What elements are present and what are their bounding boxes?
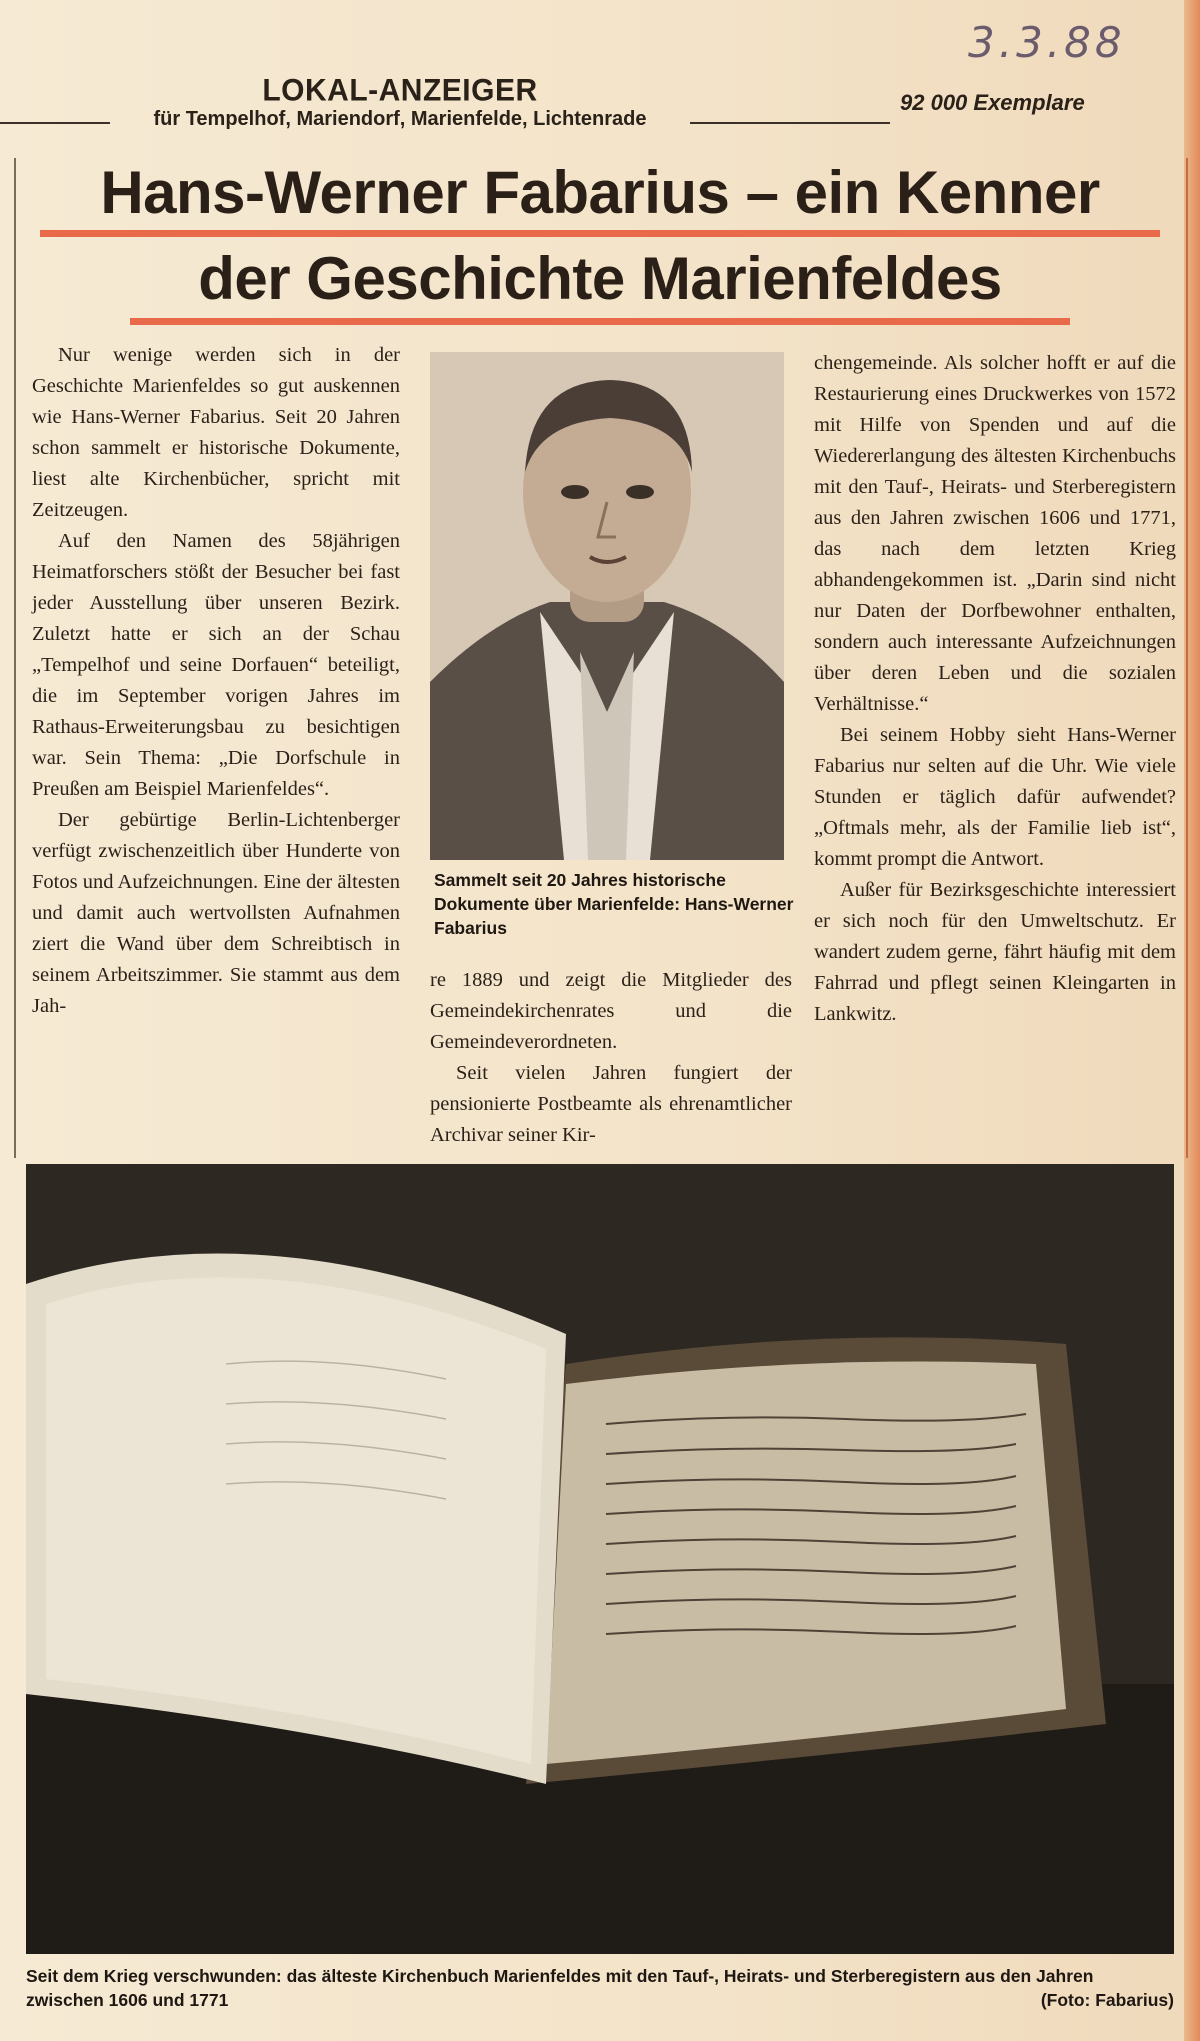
paragraph: Nur wenige werden sich in der Geschichte Marienfeldes so gut auskennen wie Hans-Werner Fabarius. Seit 20 Jahren schon sammelt er historische Dokumente, liest alte Kirchenbücher, spricht mit Zeitzeugen.	[32, 344, 400, 521]
book-photo	[26, 1164, 1174, 1954]
masthead-rule-left	[0, 122, 110, 124]
paragraph: Der gebürtige Berlin-Lichtenberger verfügt zwischenzeitlich über Hunderte von Fotos und Aufzeichnungen. Eine der ältesten und damit auch wertvollsten Aufnahmen ziert die Wand über dem Schreibtisch in seinem Arbeitszimmer. Sie stammt aus dem Jah-	[32, 809, 400, 1017]
paragraph: chengemeinde. Als solcher hofft er auf die Restaurierung eines Druckwerkes von 1572 mit Hilfe von Spenden und auf die Wiedererlangung des ältesten Kirchenbuchs mit den Tauf-, Heirats- und Sterberegistern aus den Jahren zwischen 1606 und 1771, das nach dem letzten Krieg abhandengekommen ist. „Darin sind nicht nur Daten der Dorfbewohner enthalten, sondern auch interessante Aufzeichnungen über deren Leben und die sozialen Verhältnisse.“	[814, 352, 1176, 715]
headline-line-1: Hans-Werner Fabarius – ein Kenner	[100, 159, 1100, 226]
masthead-copies: 92 000 Exemplare	[900, 90, 1085, 115]
photo-credit: (Foto: Fabarius)	[1040, 1990, 1174, 2010]
article-column-1	[32, 340, 400, 1022]
masthead	[0, 70, 1200, 140]
portrait-caption: Sammelt seit 20 Jahres historische Dokumente über Marienfelde: Hans-Werner Fabarius	[434, 870, 794, 938]
frame-rule-left	[14, 158, 16, 1158]
portrait-illustration	[430, 352, 784, 860]
frame-rule-right	[1186, 158, 1188, 1158]
article-column-2	[430, 965, 792, 1151]
portrait-photo	[430, 352, 784, 860]
paragraph: Auf den Namen des 58jährigen Heimatforschers stößt der Besucher bei fast jeder Ausstellung über unseren Bezirk. Zuletzt hatte er sich an der Schau „Tempelhof und seine Dorfauen“ beteiligt, die im September vorigen Jahres im Rathaus-Erweiterungsbau zu besichtigen war. Sein Thema: „Die Dorfschule in Preußen am Beispiel Marienfeldes“.	[32, 530, 400, 800]
headline-underline-1	[40, 230, 1160, 237]
paragraph: re 1889 und zeigt die Mitglieder des Gemeindekirchenrates und die Gemeindeverordneten.	[430, 969, 792, 1053]
handwritten-date: 3.3.88	[968, 18, 1126, 67]
article-column-3	[814, 348, 1176, 1030]
paragraph: Außer für Bezirksgeschichte interessiert er sich noch für den Umweltschutz. Er wandert zudem gerne, fährt häufig mit dem Fahrrad und pflegt seinen Kleingarten in Lankwitz.	[814, 879, 1176, 1025]
book-caption-text: Seit dem Krieg verschwunden: das älteste Kirchenbuch Marienfeldes mit den Tauf-, Heirats- und Sterberegistern aus den Jahren zwischen 1606 und 1771	[26, 1966, 1094, 2010]
masthead-subtitle: für Tempelhof, Mariendorf, Marienfelde, Lichtenrade	[153, 108, 647, 130]
masthead-title: LOKAL-ANZEIGER	[262, 73, 538, 108]
paragraph: Seit vielen Jahren fungiert der pensionierte Postbeamte als ehrenamtlicher Archivar seiner Kir-	[430, 1062, 792, 1146]
book-caption	[26, 1964, 1174, 2012]
church-book-illustration	[26, 1164, 1174, 1954]
headline-underline-2	[130, 318, 1070, 325]
headline-line-2: der Geschichte Marienfeldes	[198, 245, 1002, 312]
paragraph: Bei seinem Hobby sieht Hans-Werner Fabarius nur selten auf die Uhr. Wie viele Stunden er täglich dafür aufwendet? „Oftmals mehr, als der Familie lieb ist“, kommt prompt die Antwort.	[814, 724, 1176, 870]
masthead-rule-right	[690, 122, 890, 124]
